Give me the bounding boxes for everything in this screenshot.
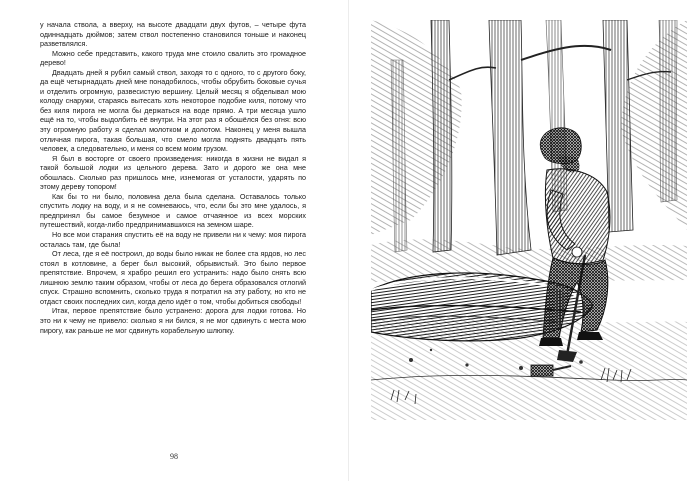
right-page [349,0,697,481]
paragraph: Я был в восторге от своего произведения: никогда в жизни не видал я такой большой лодки из цельного дерева. Зато и дорого же она мне обошлась. Сколько раз пришлось мне, изнемогая от усталости, ударять по этому дереву топором! [40,153,306,192]
page-number: 98 [170,452,178,461]
paragraph: у начала ствола, а вверху, на высоте двадцати двух футов, – четыре фута одиннадцать дюймов; затем ствол постепенно становился тоньше и наконец разветвлялся. [40,20,306,49]
left-page [0,0,348,481]
paragraph: Двадцать дней я рубил самый ствол, заходя то с одного, то с другого боку, да ещё четырнадцать дней мне понадобилось, чтобы обрубить боковые сучья и отделить огромную, развесистую вершину. Целый месяц я обделывал мою колоду снаружи, стараясь вытесать хоть некоторое подобие киля, потому что без киля пирога не могла бы держаться на воде прямо. А три месяца ушло ещё на то, чтобы выдолбить её внутри. На этот раз я обошёлся без огня: всю эту огромную работу я сделал молотком и долотом. Наконец у меня вышла отличная пирога, такая большая, что смело могла поднять двадцать пять человек, а следовательно, и меня со всем моим грузом. [40,67,306,154]
paragraph: Как бы то ни было, половина дела была сделана. Оставалось только спустить лодку на воду, и я не сомневаюсь, что, если бы это мне удалось, я предпринял бы самое безумное и самое отчаянное из всех морских путешествий, когда-либо предпринимавшихся на земном шаре. [40,191,306,230]
text-column [40,20,306,335]
tree-trunk [431,20,452,252]
paragraph: Итак, первое препятствие было устранено: дорога для лодки готова. Но это ни к чему не привело: сколько я ни бился, я не мог сдвинуть с места мою пирогу, как раньше не мог сдвинуть корабельную шлюпку. [40,306,306,335]
engraving-illustration [371,20,687,420]
paragraph: Но все мои старания спустить её на воду не привели ни к чему: моя пирога осталась там, где была! [40,230,306,249]
paragraph: От леса, где я её построил, до воды было никак не более ста ярдов, но лес стоял в котловине, а берег был высокий, обрывистый. Это было первое препятствие. Впрочем, я храбро решил его устранить: надо было снять всю лишнюю землю таким образом, чтобы от леса до берега образовался отлогий спуск. Страшно вспомнить, сколько труда я потратил на эту работу, но кто не отдаст своих последних сил, когда дело идёт о том, чтобы добиться свободы! [40,249,306,306]
tree-trunk [659,20,677,202]
paragraph: Можно себе представить, какого труда мне стоило свалить это громадное дерево! [40,48,306,68]
